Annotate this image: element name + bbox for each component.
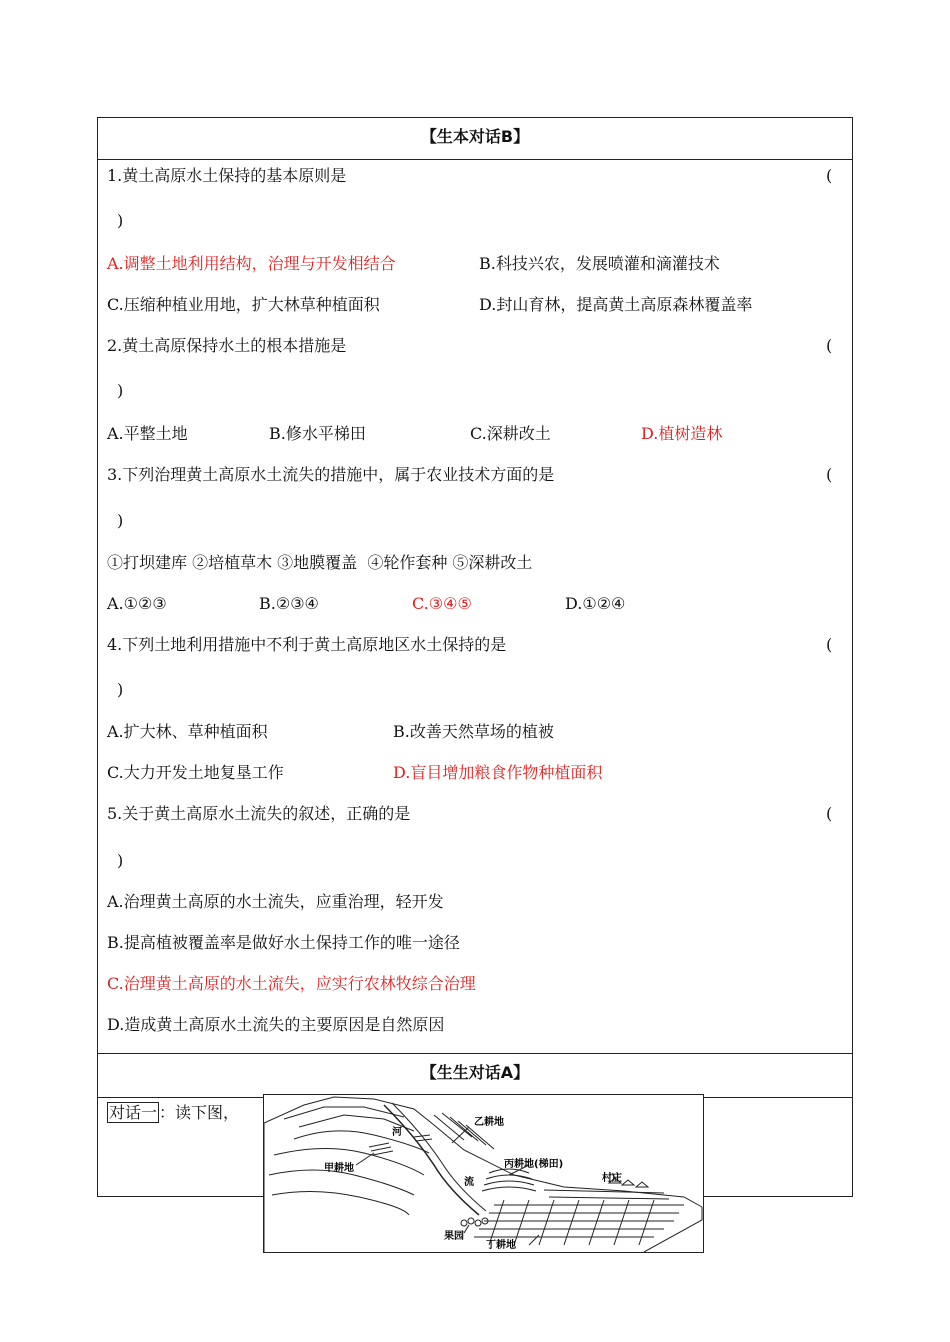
question-4-option-a: A.扩大林、草种植面积 <box>107 722 268 741</box>
question-5-option-b: B.提高植被覆盖率是做好水土保持工作的唯一途径 <box>107 933 460 952</box>
question-3-stem: 3.下列治理黄土高原水土流失的措施中，属于农业技术方面的是 <box>107 465 555 484</box>
question-3-option-b: B.②③④ <box>259 594 319 613</box>
dialog-label: 对话一 <box>109 1103 158 1122</box>
question-5-option-d: D.造成黄土高原水土流失的主要原因是自然原因 <box>107 1015 445 1034</box>
dialog-text: ：读下图， <box>159 1103 240 1122</box>
terrain-diagram <box>263 1094 704 1253</box>
answer-paren-open: ( <box>826 336 833 355</box>
question-1-option-c: C.压缩种植业用地，扩大林草种植面积 <box>107 295 380 314</box>
question-3-items: ①打坝建库 ②培植草木 ③地膜覆盖 ④轮作套种 ⑤深耕改土 <box>107 553 533 572</box>
question-4-option-b: B.改善天然草场的植被 <box>393 722 554 741</box>
label-river-2: 流 <box>464 1177 474 1188</box>
answer-paren-open: ( <box>826 635 833 654</box>
label-field-ding: 丁耕地 <box>486 1240 516 1251</box>
answer-paren-close: ) <box>117 381 124 400</box>
answer-paren-close: ) <box>117 211 124 230</box>
question-2-option-a: A.平整土地 <box>107 424 188 443</box>
question-4-option-c: C.大力开发土地复垦工作 <box>107 763 284 782</box>
question-2-stem: 2.黄土高原保持水土的根本措施是 <box>107 336 347 355</box>
worksheet-table <box>97 117 853 1197</box>
label-orchard: 果园 <box>444 1231 464 1242</box>
divider <box>97 1053 853 1054</box>
question-1-option-a: A.调整土地利用结构，治理与开发相结合 <box>107 254 396 273</box>
question-3-option-d: D.①②④ <box>565 594 626 613</box>
answer-paren-open: ( <box>826 465 833 484</box>
question-2-option-c: C.深耕改土 <box>470 424 551 443</box>
divider <box>97 159 853 160</box>
section-b-title: 【生本对话B】 <box>420 127 530 146</box>
question-1-option-b: B.科技兴农，发展喷灌和滴灌技术 <box>479 254 720 273</box>
question-5-stem: 5.关于黄土高原水土流失的叙述，正确的是 <box>107 804 411 823</box>
label-field-bing: 丙耕地(梯田) <box>504 1159 564 1170</box>
label-river-1: 河 <box>392 1127 402 1138</box>
answer-paren-open: ( <box>826 804 833 823</box>
section-a-title: 【生生对话A】 <box>420 1063 530 1082</box>
question-4-option-d: D.盲目增加粮食作物种植面积 <box>393 763 603 782</box>
answer-paren-open: ( <box>826 166 833 185</box>
answer-paren-close: ) <box>117 851 124 870</box>
question-2-option-b: B.修水平梯田 <box>269 424 366 443</box>
question-2-option-d: D.植树造林 <box>641 424 723 443</box>
question-1-stem: 1.黄土高原水土保持的基本原则是 <box>107 166 347 185</box>
terrain-illustration <box>264 1095 703 1252</box>
question-5-option-c: C.治理黄土高原的水土流失，应实行农林牧综合治理 <box>107 974 476 993</box>
label-field-yi: 乙耕地 <box>474 1117 504 1128</box>
answer-paren-close: ) <box>117 680 124 699</box>
question-3-option-a: A.①②③ <box>107 594 167 613</box>
label-field-jia: 甲耕地 <box>324 1163 354 1174</box>
question-4-stem: 4.下列土地利用措施中不利于黄土高原地区水土保持的是 <box>107 635 507 654</box>
dialog-prompt <box>107 1103 239 1123</box>
question-5-option-a: A.治理黄土高原的水土流失，应重治理，轻开发 <box>107 892 444 911</box>
answer-paren-close: ) <box>117 511 124 530</box>
question-1-option-d: D.封山育林，提高黄土高原森林覆盖率 <box>479 295 753 314</box>
label-village: 村庄 <box>602 1173 622 1184</box>
question-3-option-c: C.③④⑤ <box>412 594 472 613</box>
